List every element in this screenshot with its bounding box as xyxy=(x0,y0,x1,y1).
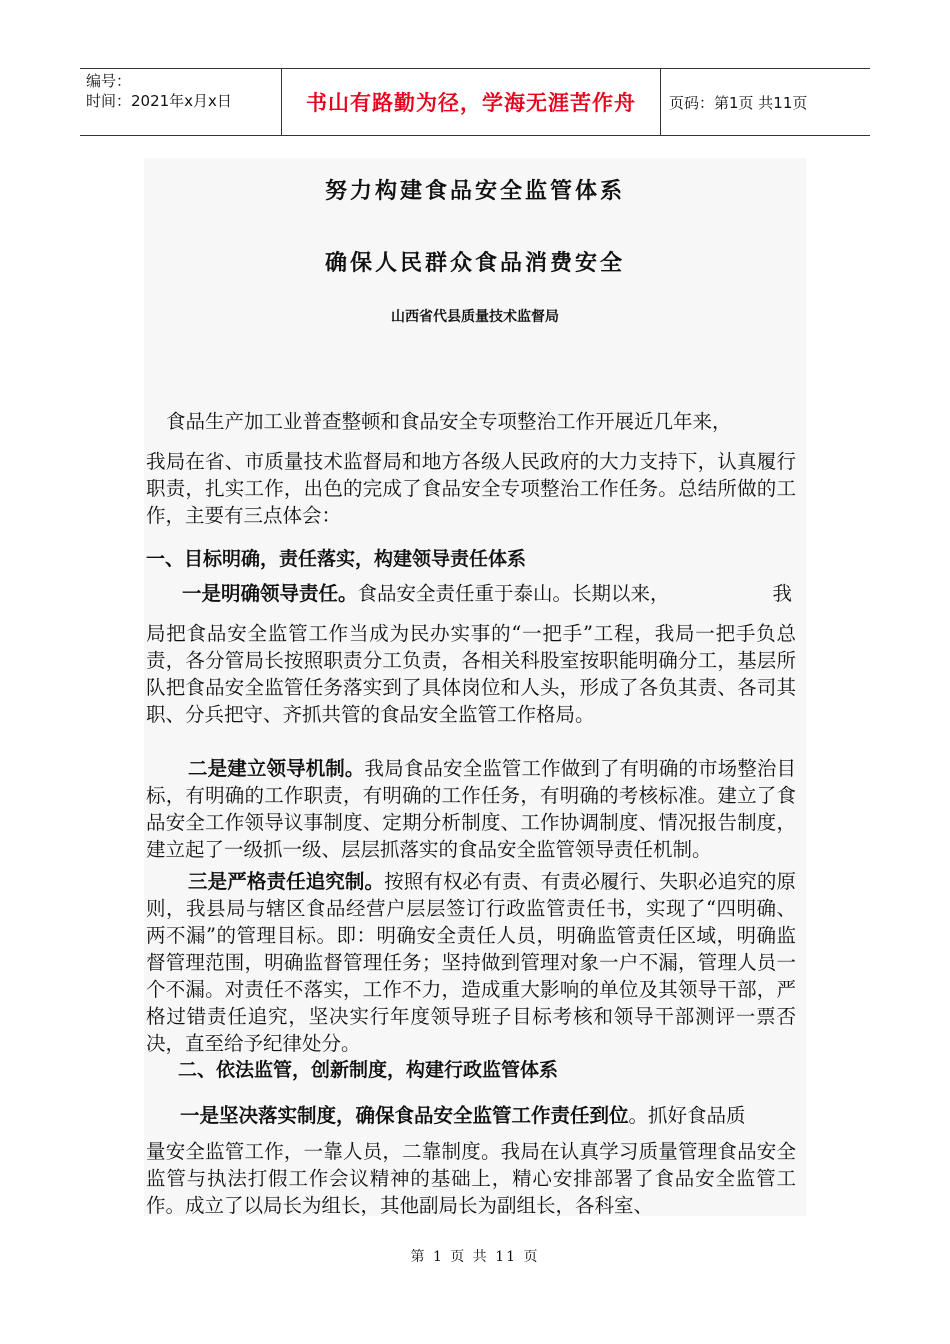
s1-p2-text: 我局食品安全监管工作做到了有明确的市场整治目标，有明确的工作职责，有明确的工作任务，有明确的考核标准。建立了食品安全工作领导议事制度、定期分析制度、工作协调制度、情况报告制度，建立起了一级抓一级、层层抓落实的食品安全监管领导责任机制。 xyxy=(146,757,796,861)
s1-p1-paragraph: 局把食品安全监管工作当成为民办实事的“一把手”工程，我局一把手负总责，各分管局长按照职责分工负责，各相关科股室按职能明确分工，基层所队把食品安全监管任务落实到了具体岗位和人头，形成了各负其责、各司其职、分兵把守、齐抓共管的食品安全监管工作格局。 xyxy=(146,622,796,726)
document-body xyxy=(144,158,806,1216)
document-title-line-2: 确保人民群众食品消费安全 xyxy=(324,251,625,276)
s1-p3-lead: 三是严格责任追究制。 xyxy=(188,870,385,893)
intro-first-line: 食品生产加工业普查整顿和食品安全专项整治工作开展近几年来， xyxy=(166,410,732,433)
section-1-heading: 一、目标明确，责任落实，构建领导责任体系 xyxy=(146,548,527,570)
page-footer: 第 1 页 共 11 页 xyxy=(410,1249,540,1265)
document-title-line-1: 努力构建食品安全监管体系 xyxy=(324,179,625,204)
document-date-label: 时间：2021年x月x日 xyxy=(86,92,232,110)
s1-p1-tail: 我 xyxy=(772,582,792,605)
header-meta xyxy=(80,69,282,135)
header-motto: 书山有路勤为径，学海无涯苦作舟 xyxy=(282,69,661,135)
s1-p2-lead: 二是建立领导机制。 xyxy=(188,757,365,780)
s2-p1-first-line xyxy=(146,1102,796,1129)
header-page-label: 页码：第1页 共11页 xyxy=(669,93,808,112)
s1-p1-lead: 一是明确领导责任。 xyxy=(182,582,358,605)
s1-p3-text: 按照有权必有责、有责必履行、失职必追究的原则，我县局与辖区食品经营户层层签订行政监管责任书，实现了“四明确、两不漏”的管理目标。即：明确安全责任人员，明确监管责任区域，明确监督管理范围，明确监督管理任务；坚持做到管理对象一户不漏，管理人员一个不漏。对责任不落实，工作不力，造成重大影响的单位及其领导干部，严格过错责任追究，坚决实行年度领导班子目标考核和领导干部测评一票否决，直至给予纪律处分。 xyxy=(146,870,796,1055)
s1-p2-paragraph xyxy=(146,755,796,863)
s1-p3-paragraph xyxy=(146,868,796,1057)
s2-p1-lead: 一是坚决落实制度，确保食品安全监管工作责任到位 xyxy=(180,1104,629,1127)
s1-p1-first-text: 食品安全责任重于泰山。长期以来， xyxy=(357,582,670,605)
s1-p1-first-line xyxy=(146,580,796,607)
s2-p1-paragraph: 量安全监管工作，一靠人员，二靠制度。我局在认真学习质量管理食品安全监管与执法打假工作会议精神的基础上，精心安排部署了食品安全监管工作。成立了以局长为组长，其他副局长为副组长，各科室、 xyxy=(146,1140,796,1217)
s2-p1-first-text: 。抓好食品质 xyxy=(628,1104,746,1127)
intro-paragraph: 我局在省、市质量技术监督局和地方各级人民政府的大力支持下，认真履行职责，扎实工作，出色的完成了食品安全专项整治工作任务。总结所做的工作，主要有三点体会： xyxy=(146,450,796,527)
document-number-label: 编号： xyxy=(86,72,132,90)
page-header xyxy=(80,68,870,136)
document-organization: 山西省代县质量技术监督局 xyxy=(391,309,559,325)
section-2-heading: 二、依法监管，创新制度，构建行政监管体系 xyxy=(178,1059,559,1081)
